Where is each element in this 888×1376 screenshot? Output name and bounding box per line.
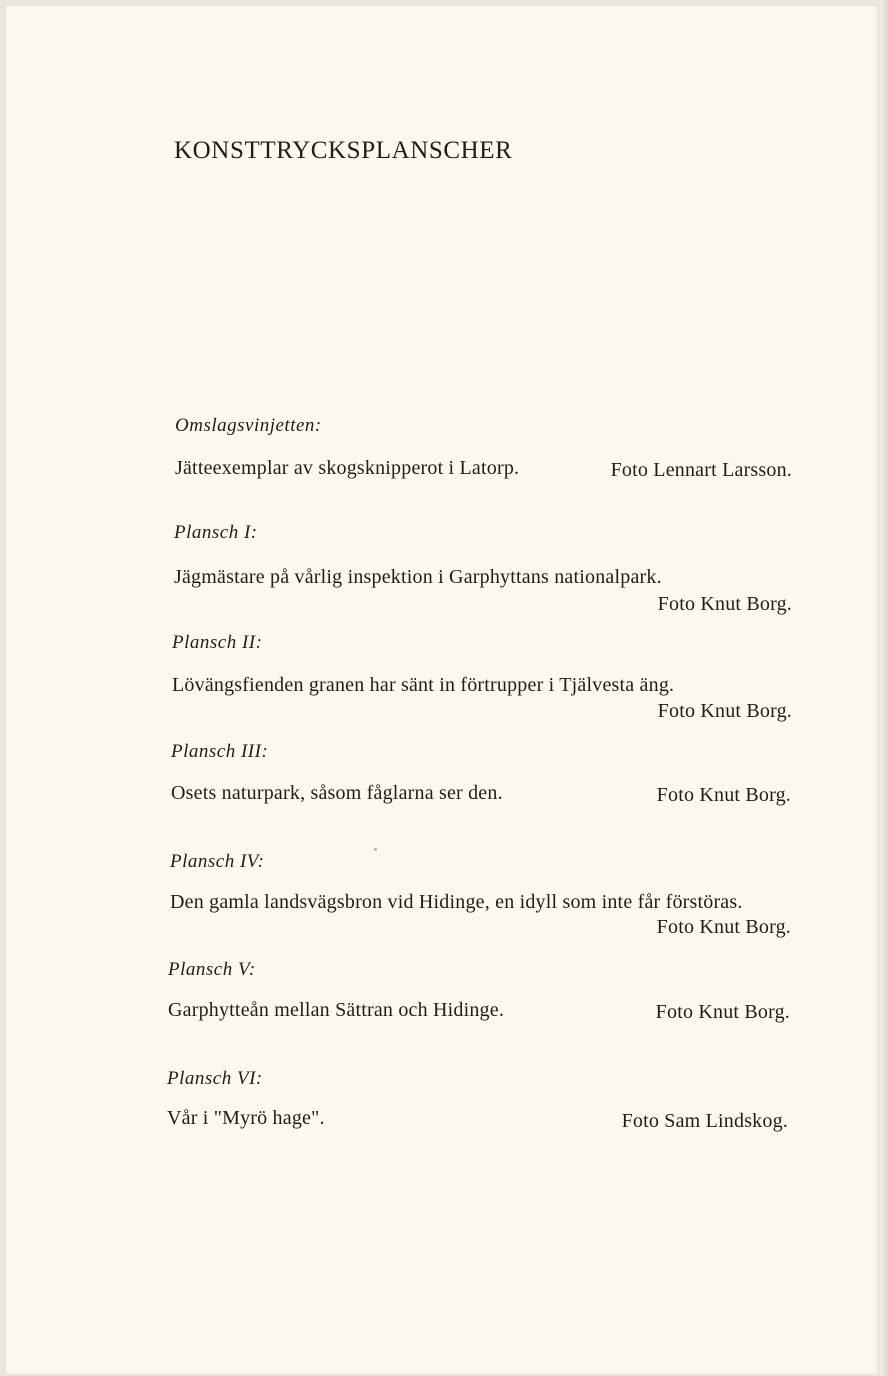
entry-description-plansch-6: Vår i "Myrö hage". — [167, 1107, 325, 1129]
entry-description-plansch-1: Jägmästare på vårlig inspektion i Garphyttans nationalpark. — [174, 566, 662, 588]
paper-speck — [374, 848, 377, 851]
entry-label-plansch-1: Plansch I: — [174, 522, 258, 543]
entry-description-plansch-4: Den gamla landsvägsbron vid Hidinge, en idyll som inte får förstöras. — [170, 891, 743, 913]
document-page — [6, 6, 878, 1374]
entry-description-cover: Jätteexemplar av skogsknipperot i Latorp. — [175, 457, 520, 479]
entry-description-plansch-3: Osets naturpark, såsom fåglarna ser den. — [171, 782, 503, 804]
entry-credit-plansch-1: Foto Knut Borg. — [657, 593, 792, 615]
entry-label-plansch-6: Plansch VI: — [167, 1068, 263, 1089]
page-title: KONSTTRYCKSPLANSCHER — [174, 137, 513, 164]
entry-label-plansch-4: Plansch IV: — [170, 851, 265, 872]
entry-label-cover: Omslagsvinjetten: — [175, 415, 322, 436]
entry-description-plansch-2: Lövängsfienden granen har sänt in förtrupper i Tjälvesta äng. — [172, 674, 675, 696]
entry-label-plansch-5: Plansch V: — [168, 959, 256, 980]
entry-credit-plansch-3: Foto Knut Borg. — [656, 784, 791, 806]
entry-credit-plansch-6: Foto Sam Lindskog. — [621, 1110, 788, 1132]
entry-label-plansch-3: Plansch III: — [171, 741, 269, 762]
entry-credit-plansch-4: Foto Knut Borg. — [656, 916, 791, 938]
entry-credit-cover: Foto Lennart Larsson. — [610, 459, 792, 481]
page-edge-shadow — [880, 0, 888, 1376]
entry-credit-plansch-2: Foto Knut Borg. — [657, 700, 792, 722]
entry-credit-plansch-5: Foto Knut Borg. — [655, 1001, 790, 1023]
entry-label-plansch-2: Plansch II: — [172, 632, 263, 653]
entry-description-plansch-5: Garphytteån mellan Sättran och Hidinge. — [168, 999, 505, 1021]
